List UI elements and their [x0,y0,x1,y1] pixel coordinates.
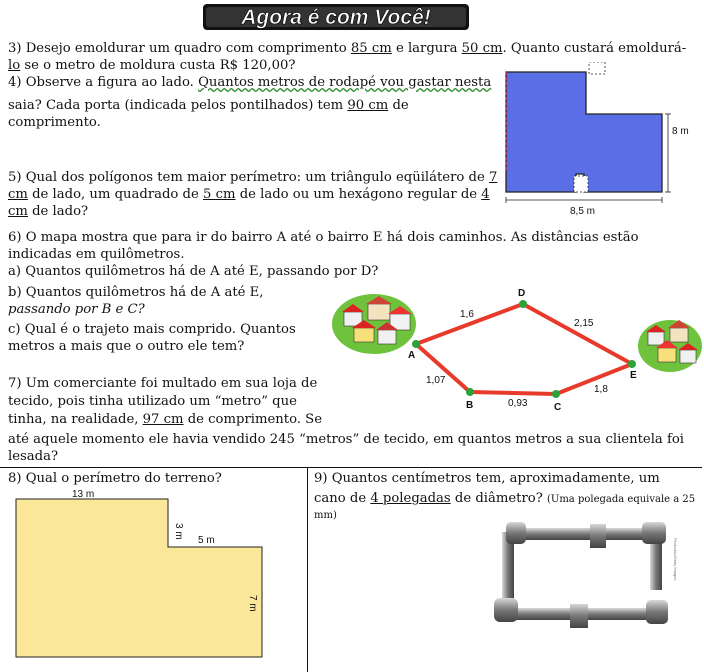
neighborhood-map [330,284,702,412]
node-a [412,340,420,348]
door-bottom [574,176,588,192]
node-c-label: C [554,402,562,412]
terrain-notch-width-label: 5 m [198,535,215,546]
question-5-line3: cm de lado? [8,204,89,219]
terrain-top-label: 13 m [72,489,95,500]
terrain-shape [16,499,262,657]
map-routes [416,304,632,394]
node-b [466,388,474,396]
title-banner [200,2,472,32]
node-e [628,360,636,368]
question-7-line2: tecido, pois tinha utilizado um “metro” que [8,394,297,409]
edge-ce-label: 1,8 [594,384,608,395]
question-7-line5: lesada? [8,449,59,464]
question-6-line2: indicadas em quilômetros. [8,247,185,262]
terrain-right-label: 7 m [247,595,258,612]
edge-ab-label: 1,07 [426,375,446,386]
door-top [589,62,605,74]
question-4-line3: comprimento. [8,115,101,130]
question-6-line1: 6) O mapa mostra que para ir do bairro A até o bairro E há dois caminhos. As distâncias estão [8,230,639,245]
question-5-line1: 5) Qual dos polígonos tem maior perímetro: um triângulo eqüilátero de 7 [8,170,498,185]
node-c [552,390,560,398]
question-7-line4: até aquele momento ele havia vendido 245 “metros” de tecido, em quantos metros a sua clientela foi [8,432,685,447]
route-via-d [416,304,632,364]
question-6-b-line2: passando por B e C? [8,302,145,317]
question-7-line3: tinha, na realidade, 97 cm de comprimento. Se [8,412,322,427]
pipe-credit: Photodisc/Getty Images [673,538,678,581]
edge-de-label: 2,15 [574,318,594,329]
edge-ad-label: 1,6 [460,309,474,320]
node-d [519,300,527,308]
node-a-label: A [408,350,416,361]
pipe-right [650,540,662,590]
question-5-line2: cm de lado, um quadrado de 5 cm de lado ou um hexágono regular de 4 [8,187,490,202]
question-6-a: a) Quantos quilômetros há de A até E, passando por D? [8,264,379,279]
houses-cluster-left [332,294,416,354]
houses-cluster-right [638,320,702,372]
question-9-line2: cano de 4 polegadas de diâmetro? (Uma polegada equivale a 25 [314,491,696,506]
banner-title: Agora é com Você! [241,6,431,29]
question-6-c-line1: c) Qual é o trajeto mais comprido. Quantos [8,322,296,337]
question-6-b-line1: b) Quantos quilômetros há de A até E, [8,285,264,300]
pipe-illustration [490,518,680,638]
question-8: 8) Qual o perímetro do terreno? [8,471,222,486]
question-9-note: mm) [314,510,337,521]
node-d-label: D [518,288,526,299]
question-9-line1: 9) Quantos centímetros tem, aproximadamente, um [314,471,660,486]
question-4-line2: saia? Cada porta (indicada pelos pontilhados) tem 90 cm de [8,98,409,113]
question-3-line1: 3) Desejo emoldurar um quadro com comprimento 85 cm e largura 50 cm. Quanto custará emoldurá- [8,41,687,56]
terrain-notch-height-label: 3 m [173,523,184,540]
node-e-label: E [630,370,637,381]
pipe-top [514,528,654,540]
question-3-line2: lo se o metro de moldura custa R$ 120,00? [8,58,296,73]
question-4-line1: 4) Observe a figura ao lado. Quantos metros de rodapé vou gastar nesta [8,75,492,90]
room-floor-plan [498,62,694,222]
room-height-label: 8 m [672,126,689,137]
horizontal-divider [0,467,702,468]
question-7-line1: 7) Um comerciante foi multado em sua loja de [8,376,318,391]
edge-bc-label: 0,93 [508,398,528,409]
vertical-divider [307,467,308,672]
room-shape [506,72,662,192]
node-b-label: B [466,400,474,411]
room-width-label: 8,5 m [570,206,596,217]
terrain-figure [8,487,278,665]
question-6-c-line2: metros a mais que o outro ele tem? [8,339,245,354]
